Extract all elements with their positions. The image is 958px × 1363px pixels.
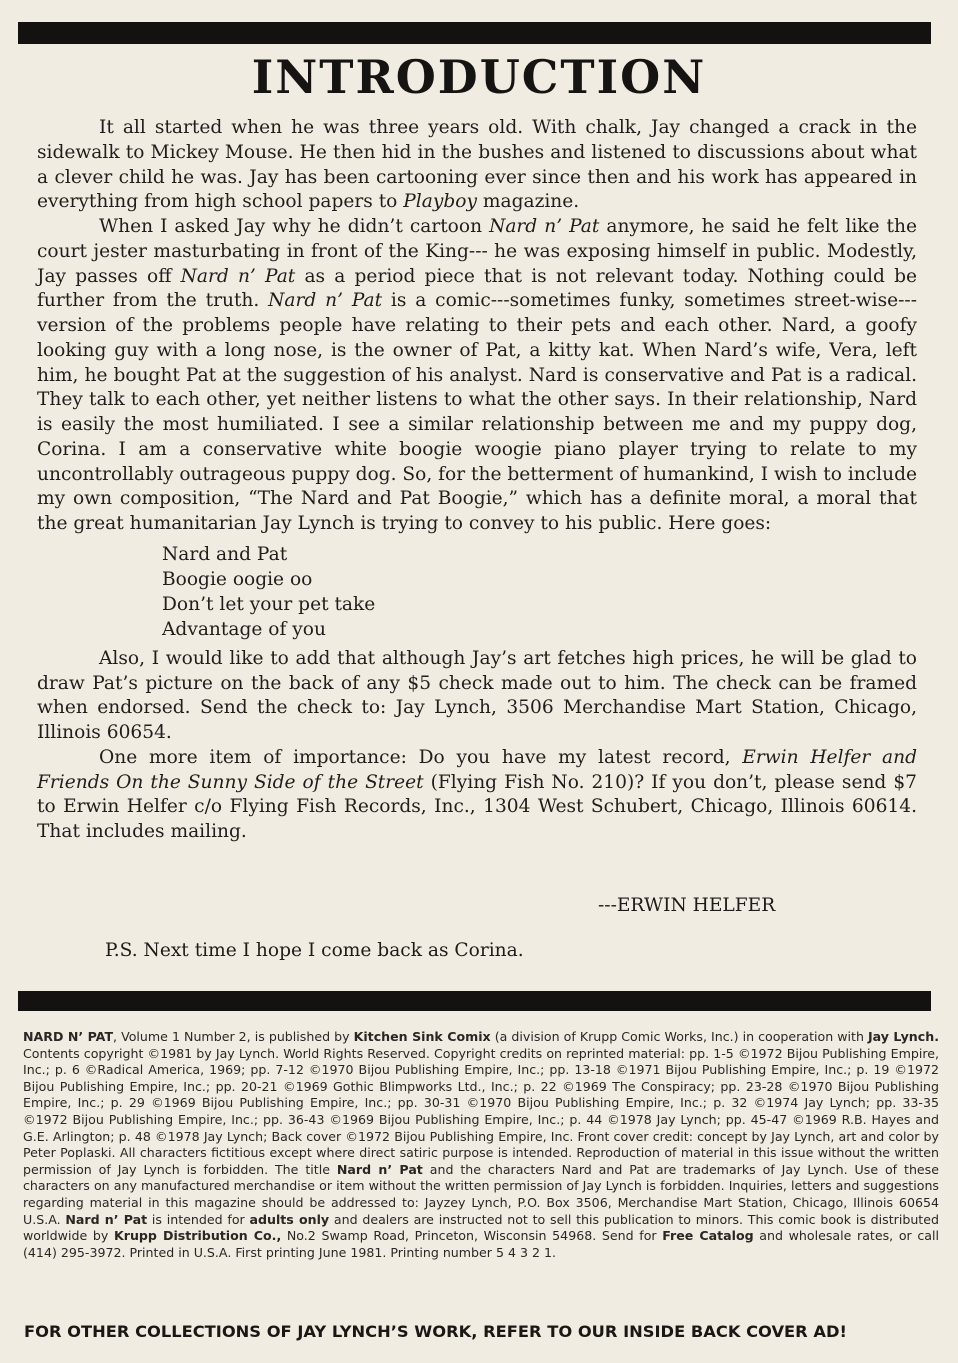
- bottom-divider-bar: [18, 991, 931, 1011]
- introduction-body: [37, 116, 917, 845]
- paragraph-4: One more item of importance: Do you have my latest record, Erwin Helfer and Friends On the Sunny Side of the Street (Flying Fish No. 210)? If you don’t, please send $7 to Erwin Helfer c/o Flying Fish Records, Inc., 1304 West Schubert, Chicago, Illinois 60614. That includes mailing.: [37, 746, 917, 842]
- record-title: Erwin Helfer and Friends On the Sunny Side of the Street: [37, 746, 917, 793]
- page-title: INTRODUCTION: [251, 50, 707, 104]
- postscript: P.S. Next time I hope I come back as Corina.: [105, 940, 524, 961]
- publication-fineprint: NARD N’ PAT, Volume 1 Number 2, is published by Kitchen Sink Comix (a division of Krupp Comic Works, Inc.) in cooperation with Jay Lynch. Contents copyright ©1981 by Jay Lynch. World Rights Reserved. Copyright credits on reprinted material: pp. 1-5 ©1972 Bijou Publishing Empire, Inc.; p. 6 ©Radical America, 1969; pp. 7-12 ©1970 Bijou Publishing Empire, Inc.; pp. 13-18 ©1971 Bijou Publishing Empire, Inc.; p. 19 ©1972 Bijou Publishing Empire, Inc.; pp. 20-21 ©1969 Gothic Blimpworks Ltd., Inc.; p. 22 ©1969 The Conspiracy; pp. 23-28 ©1970 Bijou Publishing Empire, Inc.; p. 29 ©1969 Bijou Publishing Empire, Inc.; pp. 30-31 ©1970 Bijou Publishing Empire, Inc.; p. 32 ©1974 Jay Lynch; pp. 33-35 ©1972 Bijou Publishing Empire, Inc.; pp. 36-43 ©1969 Bijou Publishing Empire, Inc.; p. 44 ©1978 Jay Lynch; pp. 45-47 ©1969 R.B. Hayes and G.E. Arlington; p. 48 ©1978 Jay Lynch; Back cover ©1972 Bijou Publishing Empire, Inc. Front cover credit: concept by Jay Lynch, art and color by Peter Poplaski. All characters fictitious except where direct satiric purpose is intended. Reproduction of material in this issue without the written permission of Jay Lynch is forbidden. The title Nard n’ Pat and the characters Nard and Pat are trademarks of Jay Lynch. Use of these characters on any manufactured merchandise or item without the written permission of Jay Lynch is forbidden. Inquiries, letters and suggestions regarding material in this magazine should be addressed to: Jayzey Lynch, P.O. Box 3506, Merchandise Mart Station, Chicago, Illinois 60654 U.S.A. Nard n’ Pat is intended for adults only and dealers are instructed not to sell this publication to minors. This comic book is distributed worldwide by Krupp Distribution Co., No.2 Swamp Road, Princeton, Wisconsin 54968. Send for Free Catalog and wholesale rates, or call (414) 295-3972. Printed in U.S.A. First printing June 1981. Printing number 5 4 3 2 1.: [23, 1029, 940, 1260]
- signature: ---ERWIN HELFER: [598, 895, 776, 916]
- verse-line: Advantage of you: [162, 618, 326, 640]
- verse-line: Boogie oogie oo: [162, 568, 313, 590]
- verse-line: Don’t let your pet take: [162, 593, 376, 615]
- paragraph-2: When I asked Jay why he didn’t cartoon Nard n’ Pat anymore, he said he felt like the court jester masturbating in front of the King--- he was exposing himself in public. Modestly, Jay passes off Nard n’ Pat as a period piece that is not relevant today. Nothing could be further from the truth. Nard n’ Pat is a comic---sometimes funky, sometimes street-wise---version of the problems people have relating to their pets and each other. Nard, a goofy looking guy with a long nose, is the owner of Pat, a kitty kat. When Nard’s wife, Vera, left him, he bought Pat at the suggestion of his analyst. Nard is conservative and Pat is a radical. They talk to each other, yet neither listens to what the other says. In their relationship, Nard is easily the most humiliated. I see a similar relationship between me and my puppy dog, Corina. I am a conservative white boogie woogie piano player trying to relate to my uncontrollably outrageous puppy dog. So, for the betterment of humankind, I wish to include my own composition, “The Nard and Pat Boogie,” which has a definite moral, a moral that the great humanitarian Jay Lynch is trying to convey to his public. Here goes:: [37, 216, 918, 534]
- back-cover-ad-note: FOR OTHER COLLECTIONS OF JAY LYNCH’S WORK, REFER TO OUR INSIDE BACK COVER AD!: [24, 1322, 847, 1341]
- paragraph-3: Also, I would like to add that although Jay’s art fetches high prices, he will be glad to draw Pat’s picture on the back of any $5 check made out to him. The check can be framed when endorsed. Send the check to: Jay Lynch, 3506 Merchandise Mart Station, Chicago, Illinois 60654.: [37, 647, 917, 743]
- boogie-verse: [162, 542, 917, 642]
- top-divider-bar: [18, 22, 931, 44]
- playboy-title: Playboy: [403, 191, 477, 213]
- verse-line: Nard and Pat: [162, 543, 288, 565]
- paragraph-1: It all started when he was three years old. With chalk, Jay changed a crack in the sidewalk to Mickey Mouse. He then hid in the bushes and listened to discussions about what a clever child he was. Jay has been cartooning ever since then and his work has appeared in everything from high school papers to Playboy magazine.: [37, 117, 917, 213]
